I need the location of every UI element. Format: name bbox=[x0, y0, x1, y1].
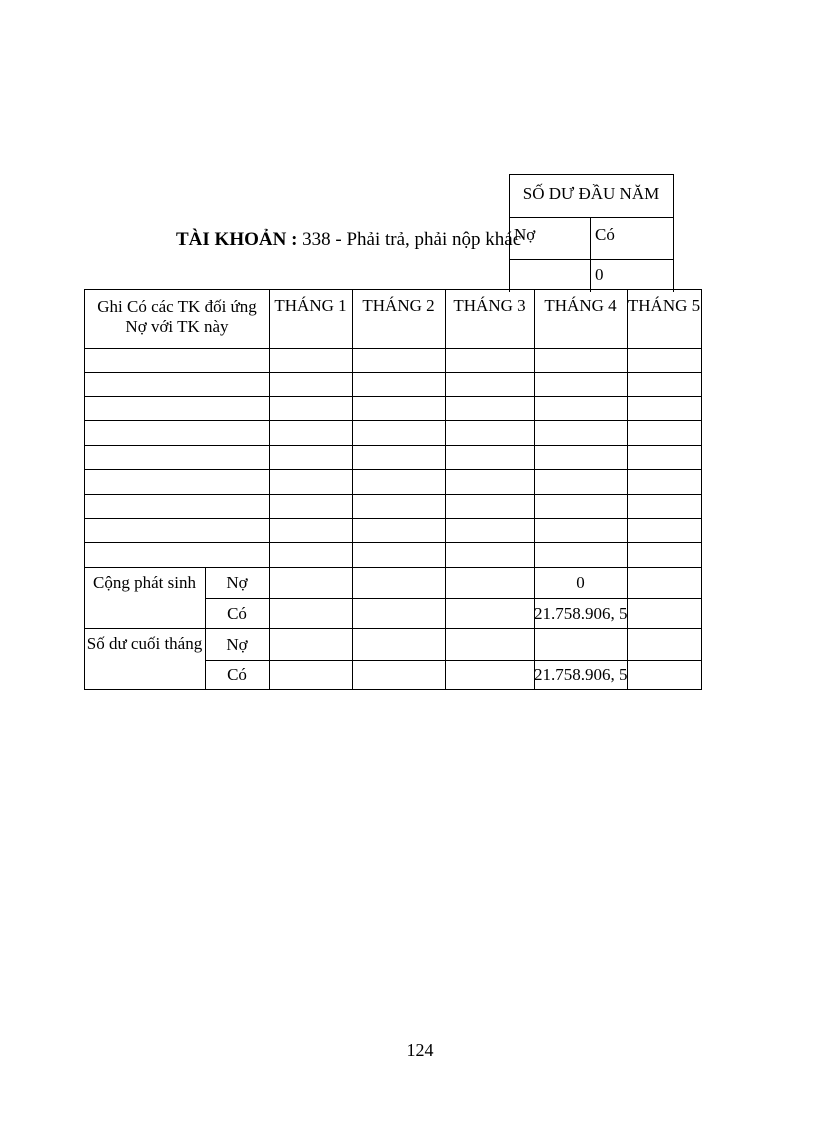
opening-co-value: 0 bbox=[595, 265, 604, 284]
page-number: 124 bbox=[406, 1040, 434, 1060]
account-name: 338 - Phải trả, phải nộp khác bbox=[302, 229, 522, 250]
account-title bbox=[176, 229, 521, 251]
sdct-co-label: Có bbox=[227, 665, 247, 684]
account-label: TÀI KHOẢN : bbox=[176, 229, 298, 250]
thang4-cps-co: 21.758.906, 5 bbox=[534, 604, 628, 623]
first-col-header: Ghi Có các TK đối ứng Nợ với TK này bbox=[97, 297, 257, 336]
sdct-no-label: Nợ bbox=[226, 635, 248, 654]
cps-co-label: Có bbox=[227, 604, 247, 623]
cps-no-label: Nợ bbox=[226, 573, 248, 592]
thang4-cps-no: 0 bbox=[576, 573, 585, 592]
opening-balance-title: SỐ DƯ ĐẦU NĂM bbox=[522, 184, 660, 203]
header-thang-5: THÁNG 5 bbox=[627, 296, 701, 315]
cong-phat-sinh-label: Cộng phát sinh bbox=[93, 573, 196, 592]
header-thang-3: THÁNG 3 bbox=[453, 296, 526, 315]
header-thang-4: THÁNG 4 bbox=[544, 296, 617, 315]
opening-co-label: Có bbox=[595, 225, 615, 244]
so-du-cuoi-thang-label: Số dư cuối tháng bbox=[86, 634, 203, 653]
thang4-sdct-co: 21.758.906, 5 bbox=[534, 665, 628, 684]
header-thang-1: THÁNG 1 bbox=[274, 296, 347, 315]
opening-no-label: Nợ bbox=[514, 225, 536, 244]
header-thang-2: THÁNG 2 bbox=[362, 296, 435, 315]
